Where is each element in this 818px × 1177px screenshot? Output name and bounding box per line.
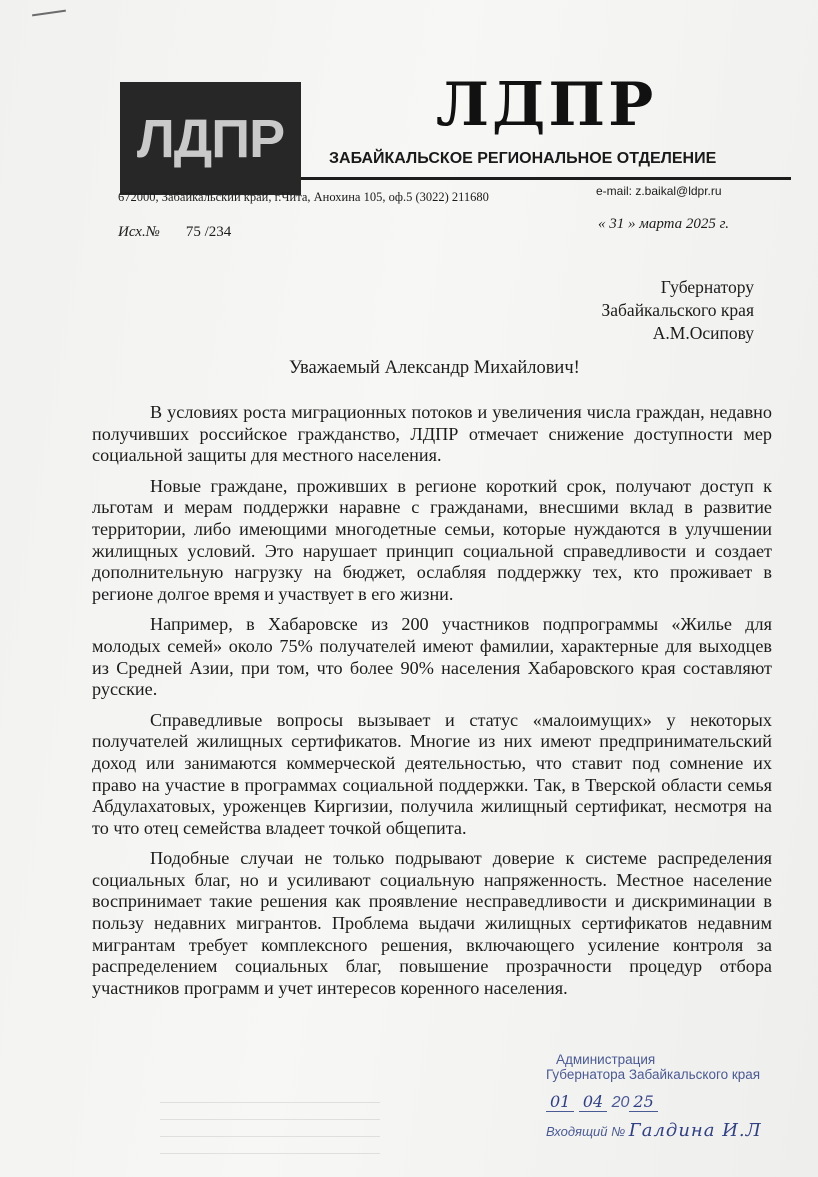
party-logo — [120, 82, 301, 195]
stamp-year-prefix: 20 — [611, 1094, 630, 1111]
body-paragraph: Справедливые вопросы вызывает и статус «малоимущих» у некоторых получателей жилищных сертификатов. Многие из них имеют предпринимательский доход или занимаются коммерческой деятельностью, что ставит под сомнение их право на участие в программах социальной поддержки. Так, в Тверской области семья Абдулахатовых, уроженцев Киргизии, получила жилищный сертификат, несмотря на то что отец семейства владеет точкой общепита. — [92, 709, 772, 838]
incoming-label: Входящий № — [546, 1124, 626, 1139]
greeting: Уважаемый Александр Михайлович! — [289, 358, 580, 378]
registration-stamp — [546, 1052, 796, 1141]
stamp-day: 01 — [546, 1092, 574, 1112]
stamp-line: Губернатора Забайкальского края — [546, 1067, 761, 1082]
letter-date: « 31 » марта 2025 г. — [598, 216, 730, 232]
stamp-date — [546, 1092, 796, 1112]
body-paragraph: Например, в Хабаровске из 200 участников подпрограммы «Жилье для молодых семей» около 75% получателей имеют фамилии, характерные для выходцев из Средней Азии, при том, что более 90% населения Хабаровского края составляют русские. — [92, 614, 772, 700]
letterhead-rule — [301, 177, 791, 180]
show-through-text — [160, 1100, 380, 1170]
outgoing-number-value: 75 /234 — [185, 224, 232, 240]
addressee-line: А.М.Осипову — [652, 323, 754, 343]
email-address: e-mail: z.baikal@ldpr.ru — [596, 184, 722, 198]
outgoing-number — [118, 224, 231, 241]
body-paragraph: Новые граждане, проживших в регионе короткий срок, получают доступ к льготам и мерам поддержки наравне с гражданами, внесшими вклад в развитие территории, либо имеющими многодетные семьи, которые нуждаются в улучшении жилищных условий. Это нарушает принцип социальной справедливости и создает дополнительную нагрузку на бюджет, ослабляя поддержку тех, кто проживает в регионе долгое время и участвует в его жизни. — [92, 475, 772, 604]
pen-mark — [32, 10, 66, 17]
outgoing-label: Исх.№ — [118, 224, 160, 240]
stamp-year-suffix: 25 — [629, 1092, 657, 1112]
addressee-line: Губернатору — [660, 277, 754, 297]
handwritten-signature: Галдина И.Л — [628, 1120, 762, 1141]
postal-address: 672000, Забайкальский край, г.Чита, Анохина 105, оф.5 (3022) 211680 — [118, 190, 489, 204]
regional-branch-title: ЗАБАЙКАЛЬСКОЕ РЕГИОНАЛЬНОЕ ОТДЕЛЕНИЕ — [329, 150, 717, 167]
logo-text: ЛДПР — [136, 108, 285, 169]
stamp-month: 04 — [579, 1092, 607, 1112]
letter-body — [92, 402, 772, 999]
body-paragraph: В условиях роста миграционных потоков и увеличения числа граждан, недавно получивших российское гражданство, ЛДПР отмечает снижение доступности мер социальной защиты для местного населения. — [92, 402, 772, 466]
addressee-line: Забайкальского края — [601, 300, 754, 320]
stamp-line: Администрация — [556, 1052, 656, 1067]
stamp-incoming — [546, 1120, 796, 1141]
body-paragraph: Подобные случаи не только подрывают доверие к системе распределения социальных благ, но и усиливают социальную напряженность. Местное население воспринимает такие решения как проявление несправедливости и дискриминации в пользу недавних мигрантов. Проблема выдачи жилищных сертификатов недавним мигрантам требует комплексного решения, включающего усиление контроля за распределением социальных благ, повышение прозрачности процедур отбора участников программ и учет интересов коренного населения. — [92, 848, 772, 998]
addressee-block — [601, 276, 754, 345]
party-title: ЛДПР — [436, 70, 657, 140]
